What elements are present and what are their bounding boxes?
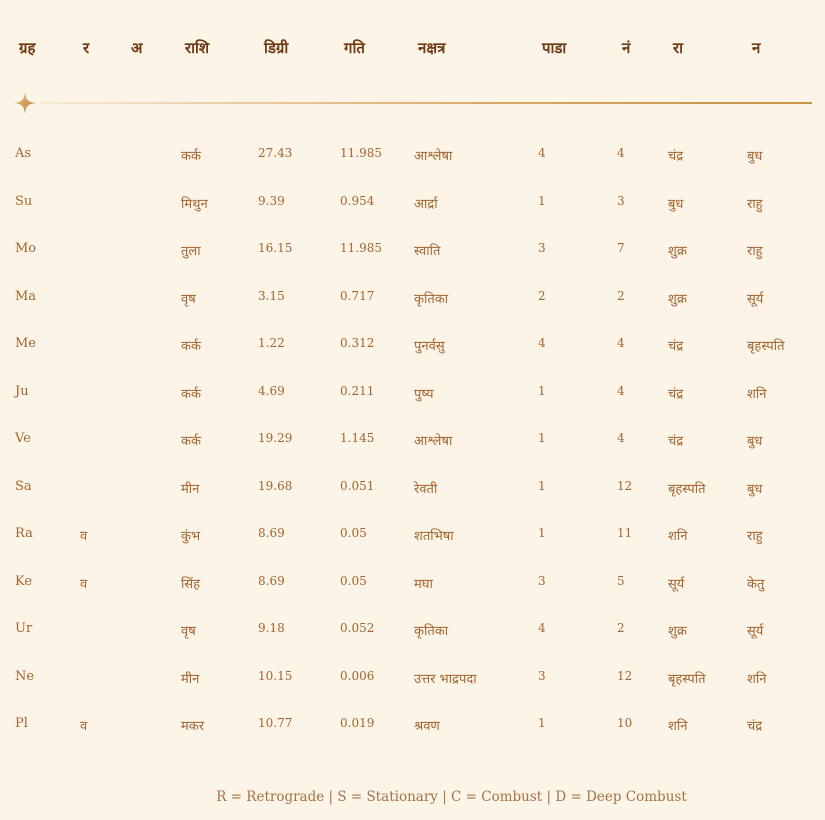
cell-nakshatra-lord: राहु xyxy=(747,244,763,259)
cell-sign-lord: बृहस्पति xyxy=(668,481,706,497)
sparkle-star-icon xyxy=(14,92,36,114)
cell-nakshatra-lord: बुध xyxy=(747,149,763,164)
cell-planet: As xyxy=(15,146,32,161)
cell-number: 4 xyxy=(617,336,625,350)
cell-planet: Ne xyxy=(15,668,35,684)
table-row xyxy=(0,417,825,465)
cell-speed: 0.954 xyxy=(340,193,375,208)
cell-number: 7 xyxy=(617,241,625,255)
cell-planet: Ve xyxy=(15,431,31,446)
cell-planet: Me xyxy=(15,336,37,351)
cell-sign: तुला xyxy=(181,244,201,259)
cell-degree: 4.69 xyxy=(258,383,285,398)
cell-number: 3 xyxy=(617,193,625,208)
cell-speed: 0.211 xyxy=(340,383,375,398)
cell-pada: 1 xyxy=(538,478,546,493)
cell-number: 5 xyxy=(617,573,625,588)
cell-nakshatra-lord: केतु xyxy=(747,576,765,592)
cell-nakshatra: आर्द्रा xyxy=(414,196,438,212)
cell-speed: 1.145 xyxy=(340,431,375,445)
cell-nakshatra-lord: बुध xyxy=(747,434,763,449)
cell-speed: 0.006 xyxy=(340,668,375,683)
cell-nakshatra: स्वाति xyxy=(414,244,441,259)
cell-pada: 1 xyxy=(538,383,546,398)
header-pada: पाडा xyxy=(542,39,567,57)
cell-number: 4 xyxy=(617,431,625,445)
cell-sign-lord: बुध xyxy=(668,196,684,212)
cell-nakshatra: श्रवण xyxy=(414,719,440,734)
cell-sign-lord: चंद्र xyxy=(668,434,684,449)
cell-sign-lord: बृहस्पति xyxy=(668,671,706,687)
header-degree: डिग्री xyxy=(264,39,289,57)
cell-number: 4 xyxy=(617,146,625,160)
cell-planet: Ur xyxy=(15,621,33,636)
cell-number: 11 xyxy=(617,526,633,540)
cell-pada: 2 xyxy=(538,288,546,303)
cell-speed: 0.052 xyxy=(340,621,375,635)
cell-nakshatra-lord: राहु xyxy=(747,529,763,544)
cell-speed: 11.985 xyxy=(340,146,382,160)
header-planet: ग्रह xyxy=(19,39,36,57)
table-row xyxy=(0,370,825,418)
cell-sign-lord: शुक्र xyxy=(668,244,687,259)
table-header xyxy=(0,38,825,64)
cell-sign-lord: शनि xyxy=(668,719,688,734)
cell-planet: Ke xyxy=(15,573,33,589)
table-row xyxy=(0,132,825,180)
cell-nakshatra: कृतिका xyxy=(414,291,449,307)
divider-line xyxy=(40,102,812,104)
cell-nakshatra: उत्तर भाद्रपदा xyxy=(414,671,477,687)
cell-nakshatra: कृतिका xyxy=(414,624,449,639)
cell-degree: 19.68 xyxy=(258,478,293,493)
cell-sign-lord: चंद्र xyxy=(668,149,684,164)
header-speed: गति xyxy=(344,39,365,57)
table-row xyxy=(0,702,825,750)
cell-sign: मकर xyxy=(181,719,205,734)
planet-table-body xyxy=(0,132,825,750)
cell-pada: 1 xyxy=(538,431,546,445)
legend-text: R = Retrograde | S = Stationary | C = Combust | D = Deep Combust xyxy=(216,789,687,805)
cell-degree: 10.15 xyxy=(258,668,293,683)
cell-pada: 4 xyxy=(538,621,546,635)
cell-degree: 27.43 xyxy=(258,146,293,160)
cell-nakshatra-lord: सूर्य xyxy=(747,291,764,307)
cell-sign: कर्क xyxy=(181,434,201,449)
cell-sign: कर्क xyxy=(181,149,201,164)
cell-nakshatra: आश्लेषा xyxy=(414,149,453,164)
table-row xyxy=(0,512,825,560)
table-row xyxy=(0,607,825,655)
cell-degree: 1.22 xyxy=(258,336,285,350)
cell-degree: 16.15 xyxy=(258,241,293,255)
cell-nakshatra-lord: चंद्र xyxy=(747,719,763,734)
header-sign: राशि xyxy=(185,39,210,57)
cell-sign: वृष xyxy=(181,624,196,639)
cell-speed: 0.312 xyxy=(340,336,375,350)
cell-sign: वृष xyxy=(181,291,196,307)
table-row xyxy=(0,180,825,228)
table-row xyxy=(0,322,825,370)
cell-planet: Mo xyxy=(15,241,37,256)
cell-number: 2 xyxy=(617,621,625,635)
cell-degree: 9.39 xyxy=(258,193,285,208)
cell-sign-lord: सूर्य xyxy=(668,576,685,592)
cell-degree: 3.15 xyxy=(258,288,285,303)
cell-number: 4 xyxy=(617,383,625,398)
cell-sign: कर्क xyxy=(181,339,201,354)
cell-pada: 1 xyxy=(538,526,546,540)
cell-nakshatra-lord: बृहस्पति xyxy=(747,339,785,354)
cell-nakshatra-lord: राहु xyxy=(747,196,763,212)
cell-pada: 3 xyxy=(538,241,546,255)
cell-pada: 1 xyxy=(538,716,546,730)
cell-sign: मिथुन xyxy=(181,196,208,212)
cell-planet: Ra xyxy=(15,526,33,541)
cell-speed: 0.019 xyxy=(340,716,375,730)
cell-nakshatra: शतभिषा xyxy=(414,529,454,544)
cell-sign: कर्क xyxy=(181,386,201,402)
cell-planet: Ju xyxy=(15,383,29,399)
cell-pada: 3 xyxy=(538,668,546,683)
cell-speed: 0.717 xyxy=(340,288,375,303)
header-number: नं xyxy=(622,39,631,57)
cell-nakshatra: पुनर्वसु xyxy=(414,339,445,354)
cell-speed: 11.985 xyxy=(340,241,382,255)
cell-degree: 19.29 xyxy=(258,431,293,445)
header-sign-lord: रा xyxy=(673,39,684,57)
table-row xyxy=(0,655,825,703)
cell-sign-lord: चंद्र xyxy=(668,386,684,402)
cell-degree: 8.69 xyxy=(258,573,285,588)
cell-sign: मीन xyxy=(181,481,200,497)
header-nakshatra: नक्षत्र xyxy=(418,39,446,57)
cell-nakshatra-lord: सूर्य xyxy=(747,624,764,639)
header-divider xyxy=(14,92,812,114)
cell-sign-lord: शनि xyxy=(668,529,688,544)
table-row xyxy=(0,465,825,513)
cell-number: 12 xyxy=(617,478,633,493)
cell-sign: कुंभ xyxy=(181,529,201,544)
cell-planet: Sa xyxy=(15,478,32,494)
cell-planet: Pl xyxy=(15,716,28,731)
cell-nakshatra-lord: शनि xyxy=(747,671,767,687)
table-row xyxy=(0,227,825,275)
cell-retrograde: व xyxy=(80,529,88,544)
cell-sign: मीन xyxy=(181,671,200,687)
cell-planet: Ma xyxy=(15,288,37,304)
cell-nakshatra: पुष्य xyxy=(414,386,434,402)
header-retrograde: र xyxy=(83,39,90,57)
cell-retrograde: व xyxy=(80,576,88,592)
cell-degree: 9.18 xyxy=(258,621,285,635)
cell-sign: सिंह xyxy=(181,576,201,592)
cell-nakshatra: रेवती xyxy=(414,481,438,497)
cell-sign-lord: शुक्र xyxy=(668,291,687,307)
cell-sign-lord: चंद्र xyxy=(668,339,684,354)
cell-nakshatra: मघा xyxy=(414,576,433,592)
table-row xyxy=(0,560,825,608)
cell-sign-lord: शुक्र xyxy=(668,624,687,639)
cell-pada: 4 xyxy=(538,336,546,350)
cell-nakshatra: आश्लेषा xyxy=(414,434,453,449)
cell-degree: 8.69 xyxy=(258,526,285,540)
cell-nakshatra-lord: शनि xyxy=(747,386,767,402)
header-nakshatra-lord: न xyxy=(752,39,761,57)
cell-planet: Su xyxy=(15,193,33,209)
table-row xyxy=(0,275,825,323)
cell-pada: 1 xyxy=(538,193,546,208)
cell-pada: 4 xyxy=(538,146,546,160)
cell-nakshatra-lord: बुध xyxy=(747,481,763,497)
cell-retrograde: व xyxy=(80,719,88,734)
header-combust: अ xyxy=(131,39,143,57)
cell-degree: 10.77 xyxy=(258,716,293,730)
cell-speed: 0.05 xyxy=(340,573,367,588)
cell-number: 12 xyxy=(617,668,633,683)
cell-number: 10 xyxy=(617,716,633,730)
cell-pada: 3 xyxy=(538,573,546,588)
cell-number: 2 xyxy=(617,288,625,303)
cell-speed: 0.05 xyxy=(340,526,367,540)
cell-speed: 0.051 xyxy=(340,478,375,493)
